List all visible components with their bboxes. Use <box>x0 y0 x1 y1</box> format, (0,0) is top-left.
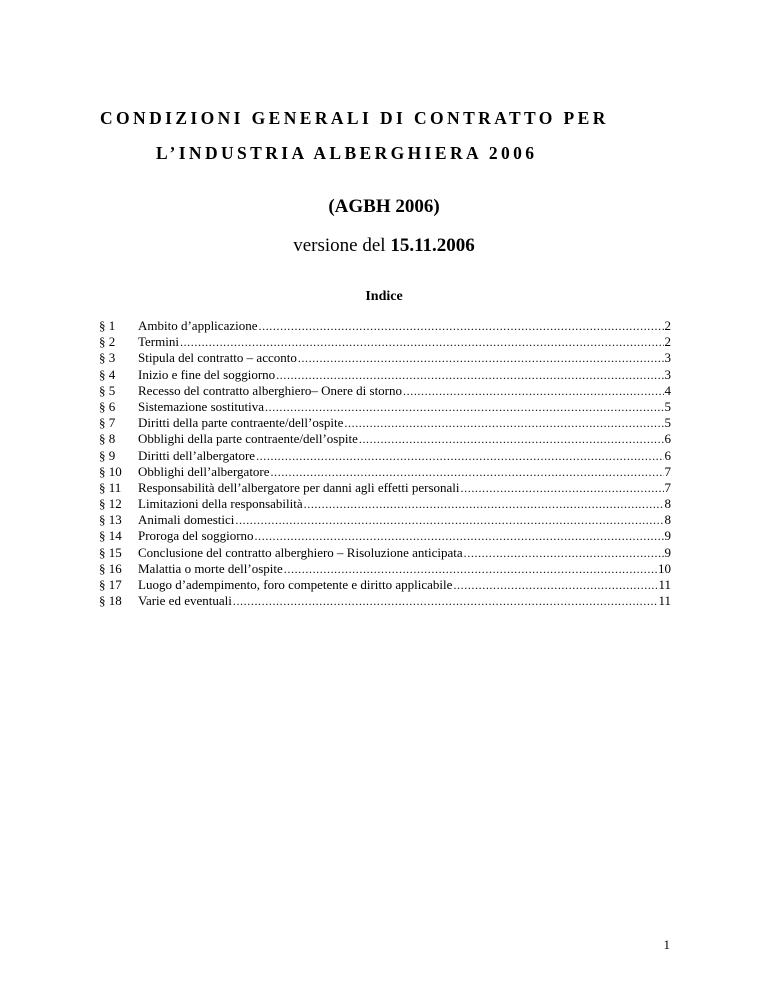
toc-entry[interactable] <box>99 577 671 593</box>
toc-page-number: 11 <box>658 593 671 609</box>
toc-section-title: Varie ed eventuali <box>138 593 232 609</box>
version-line <box>0 235 768 257</box>
version-date: 15.11.2006 <box>390 235 475 256</box>
toc-section-title: Diritti dell’albergatore <box>138 447 256 463</box>
toc-section-number: § 17 <box>99 577 122 592</box>
toc-entry[interactable] <box>99 545 671 561</box>
toc-section-number: § 1 <box>99 318 116 333</box>
toc-page-number: 2 <box>664 318 671 333</box>
toc-dot-leader <box>461 480 664 496</box>
toc-dot-leader <box>259 318 664 334</box>
toc-entry[interactable] <box>99 415 671 431</box>
toc-entry[interactable] <box>99 367 671 383</box>
toc-section-number: § 18 <box>99 593 122 609</box>
toc-section-title: Luogo d’adempimento, foro competente e diritto applicabile <box>138 577 453 592</box>
toc-dot-leader <box>255 528 664 544</box>
toc-entry[interactable] <box>99 334 671 350</box>
toc-page-number: 7 <box>664 463 671 479</box>
toc-entry[interactable] <box>99 496 671 512</box>
toc-page-number: 3 <box>664 366 671 382</box>
toc-section-title: Conclusione del contratto alberghiero – Risoluzione anticipata <box>138 544 463 560</box>
toc-dot-leader <box>235 512 663 528</box>
toc-dot-leader <box>271 464 664 480</box>
toc-page-number: 8 <box>664 496 671 512</box>
toc-entry[interactable] <box>99 512 671 528</box>
toc-dot-leader <box>265 399 663 415</box>
toc-dot-leader <box>453 577 657 593</box>
toc-section-title: Obblighi dell’albergatore <box>138 463 270 479</box>
toc-entry[interactable] <box>99 399 671 415</box>
toc-entry[interactable] <box>99 593 671 609</box>
toc-section-number: § 10 <box>99 463 122 479</box>
document-title-line-2: L’INDUSTRIA ALBERGHIERA 2006 <box>156 143 538 163</box>
toc-page-number: 6 <box>664 431 671 447</box>
toc-section-title: Animali domestici <box>138 512 235 528</box>
page-number: 1 <box>663 937 670 952</box>
toc-dot-leader <box>359 431 664 447</box>
toc-section-title: Ambito d’applicazione <box>138 318 258 333</box>
toc-dot-leader <box>344 415 663 431</box>
toc-section-number: § 4 <box>99 366 116 382</box>
toc-section-number: § 5 <box>99 382 116 398</box>
toc-section-title: Obblighi della parte contraente/dell’ospite <box>138 431 358 447</box>
toc-dot-leader <box>298 350 664 366</box>
toc-dot-leader <box>276 367 663 383</box>
toc-section-number: § 11 <box>99 479 122 495</box>
document-title-line-1: CONDIZIONI GENERALI DI CONTRATTO PER <box>100 108 609 128</box>
toc-dot-leader <box>180 334 664 350</box>
toc-page-number: 11 <box>658 577 671 592</box>
toc-entry[interactable] <box>99 561 671 577</box>
toc-section-number: § 7 <box>99 415 116 431</box>
toc-page-number: 8 <box>664 512 671 528</box>
toc-entry[interactable] <box>99 318 671 334</box>
toc-section-number: § 16 <box>99 560 122 576</box>
toc-section-number: § 13 <box>99 512 122 528</box>
toc-section-title: Stipula del contratto – acconto <box>138 350 297 366</box>
toc-entry[interactable] <box>99 464 671 480</box>
toc-section-number: § 6 <box>99 398 116 414</box>
toc-dot-leader <box>256 448 663 464</box>
toc-entry[interactable] <box>99 480 671 496</box>
document-abbreviation: (AGBH 2006) <box>328 196 440 217</box>
toc-page-number: 7 <box>664 479 671 495</box>
toc-entry[interactable] <box>99 448 671 464</box>
toc-dot-leader <box>403 383 663 399</box>
table-of-contents <box>99 318 671 609</box>
toc-section-title: Proroga del soggiorno <box>138 528 254 544</box>
toc-page-number: 3 <box>664 350 671 366</box>
toc-dot-leader <box>304 496 664 512</box>
toc-page-number: 10 <box>658 560 671 576</box>
toc-section-title: Diritti della parte contraente/dell’ospite <box>138 415 344 431</box>
toc-page-number: 5 <box>664 415 671 431</box>
toc-section-title: Sistemazione sostitutiva <box>138 398 265 414</box>
toc-section-title: Termini <box>138 334 179 350</box>
toc-entry[interactable] <box>99 431 671 447</box>
index-heading: Indice <box>365 289 403 304</box>
toc-section-title: Inizio e fine del soggiorno <box>138 366 276 382</box>
toc-dot-leader <box>284 561 657 577</box>
toc-dot-leader <box>233 593 658 609</box>
toc-section-number: § 12 <box>99 496 122 512</box>
toc-section-number: § 8 <box>99 431 116 447</box>
toc-entry[interactable] <box>99 350 671 366</box>
toc-section-number: § 9 <box>99 447 116 463</box>
version-prefix: versione del <box>293 235 391 256</box>
toc-page-number: 5 <box>664 398 671 414</box>
toc-page-number: 2 <box>664 334 671 350</box>
toc-entry[interactable] <box>99 383 671 399</box>
toc-section-number: § 15 <box>99 544 122 560</box>
toc-page-number: 6 <box>664 447 671 463</box>
toc-section-title: Limitazioni della responsabilità <box>138 496 303 512</box>
toc-entry[interactable] <box>99 528 671 544</box>
toc-dot-leader <box>464 545 664 561</box>
toc-section-title: Recesso del contratto alberghiero– Onere di storno <box>138 382 403 398</box>
toc-page-number: 9 <box>664 544 671 560</box>
toc-section-number: § 3 <box>99 350 116 366</box>
toc-section-number: § 14 <box>99 528 122 544</box>
toc-page-number: 9 <box>664 528 671 544</box>
toc-page-number: 4 <box>664 382 671 398</box>
toc-section-title: Malattia o morte dell’ospite <box>138 560 283 576</box>
toc-section-number: § 2 <box>99 334 116 350</box>
toc-section-title: Responsabilità dell’albergatore per danni agli effetti personali <box>138 479 460 495</box>
